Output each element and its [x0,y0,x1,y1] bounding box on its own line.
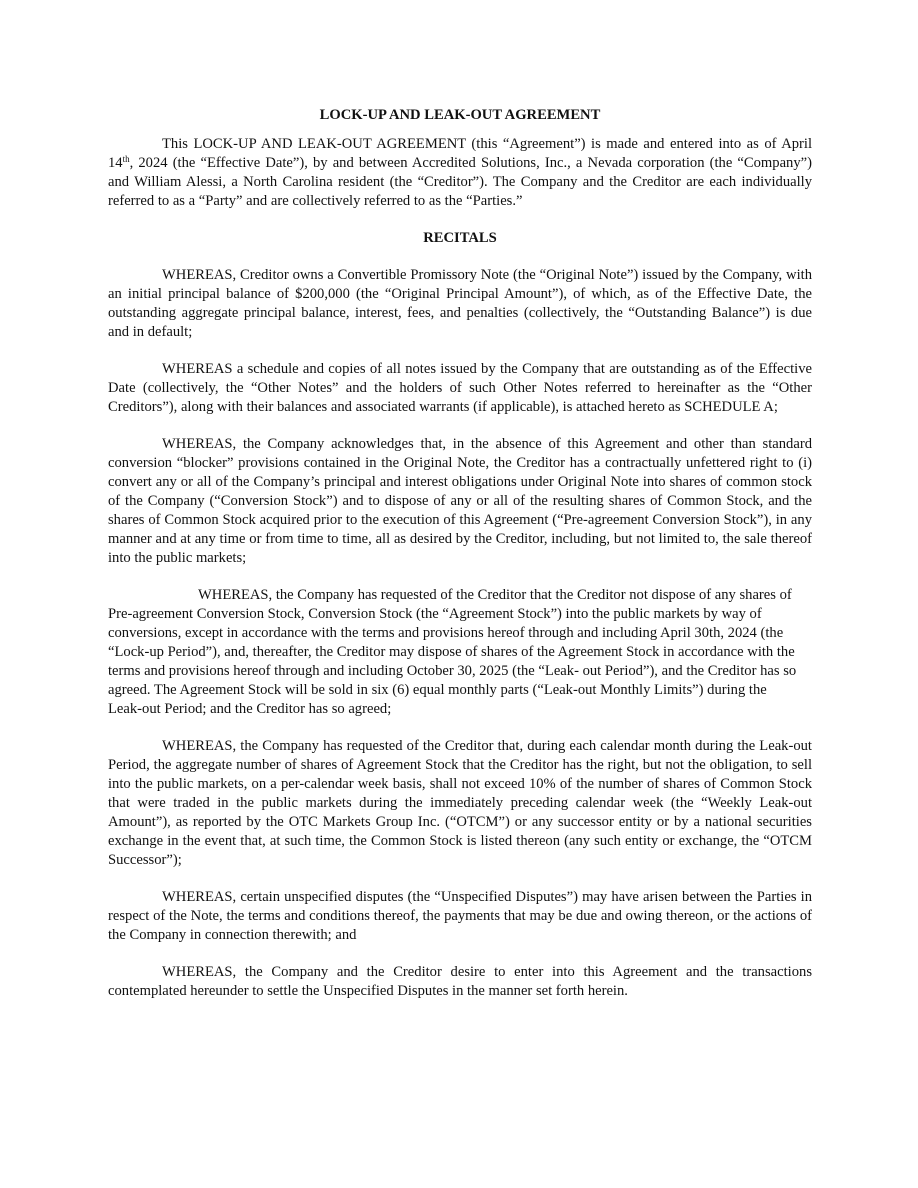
recital-paragraph-7: WHEREAS, the Company and the Creditor desire to enter into this Agreement and the transactions contemplated hereunder to settle the Unspecified Disputes in the manner set forth herein. [108,964,812,999]
intro-text-part1: This LOCK-UP AND LEAK-OUT AGREEMENT (this “Agreement”) is made and entered into as of April 14 [108,136,812,171]
recitals-heading: RECITALS [423,230,497,246]
recital-paragraph-5: WHEREAS, the Company has requested of the Creditor that, during each calendar month during the Leak-out Period, the aggregate number of shares of Agreement Stock that the Creditor has the right, but not the obligation, to sell into the public markets, on a per-calendar week basis, shall not exceed 10% of the number of shares of Common Stock that were traded in the public markets during the immediately preceding calendar week (the “Weekly Leak-out Amount”), as reported by the OTC Markets Group Inc. (“OTCM”) or any successor entity or by a national securities exchange in the event that, at such time, the Common Stock is listed thereon (any such entity or exchange, the “OTCM Successor”); [108,738,812,868]
intro-paragraph [108,135,812,211]
recital-paragraph-3: WHEREAS, the Company acknowledges that, in the absence of this Agreement and other than standard conversion “blocker” provisions contained in the Original Note, the Creditor has a contractually unfettered right to (i) convert any or all of the Company’s principal and interest obligations under Original Note into shares of common stock of the Company (“Conversion Stock”) and to dispose of any or all of the resulting shares of Common Stock, and the shares of Common Stock acquired prior to the execution of this Agreement (“Pre-agreement Conversion Stock”), in any manner and at any time or from time to time, all as desired by the Creditor, including, but not limited to, the sale thereof into the public markets; [108,436,812,566]
recital-paragraph-4: WHEREAS, the Company has requested of the Creditor that the Creditor not dispose of any shares of Pre-agreement Conversion Stock, Conversion Stock (the “Agreement Stock”) into the public markets by way of conversions, except in accordance with the terms and provisions hereof through and including April 30th, 2024 (the “Lock-up Period”), and, thereafter, the Creditor may dispose of shares of the Agreement Stock in accordance with the terms and provisions hereof through and including October 30, 2025 (the “Leak- out Period”), and the Creditor has so agreed. The Agreement Stock will be sold in six (6) equal monthly parts (“Leak-out Monthly Limits”) during the Leak-out Period; and the Creditor has so agreed; [108,587,797,717]
recital-paragraph-2: WHEREAS a schedule and copies of all notes issued by the Company that are outstanding as of the Effective Date (collectively, the “Other Notes” and the holders of such Other Notes referred to hereinafter as the “Other Creditors”), along with their balances and associated warrants (if applicable), is attached hereto as SCHEDULE A; [108,361,812,415]
intro-text-part2: , 2024 (the “Effective Date”), by and between Accredited Solutions, Inc., a Nevada corporation (the “Company”) and William Alessi, a North Carolina resident (the “Creditor”). The Company and the Creditor are each individually referred to as a “Party” and are collectively referred to as the “Parties.” [108,155,812,209]
document-page [108,106,812,1001]
document-title: LOCK-UP AND LEAK-OUT AGREEMENT [319,107,601,123]
recital-paragraph-6: WHEREAS, certain unspecified disputes (the “Unspecified Disputes”) may have arisen between the Parties in respect of the Note, the terms and conditions thereof, the payments that may be due and owing thereon, or the actions of the Company in connection therewith; and [108,889,812,943]
recital-paragraph-1: WHEREAS, Creditor owns a Convertible Promissory Note (the “Original Note”) issued by the Company, with an initial principal balance of $200,000 (the “Original Principal Amount”), of which, as of the Effective Date, the outstanding aggregate principal balance, interest, fees, and penalties (collectively, the “Outstanding Balance”) is due and in default; [108,267,812,340]
intro-superscript: th [122,154,130,164]
